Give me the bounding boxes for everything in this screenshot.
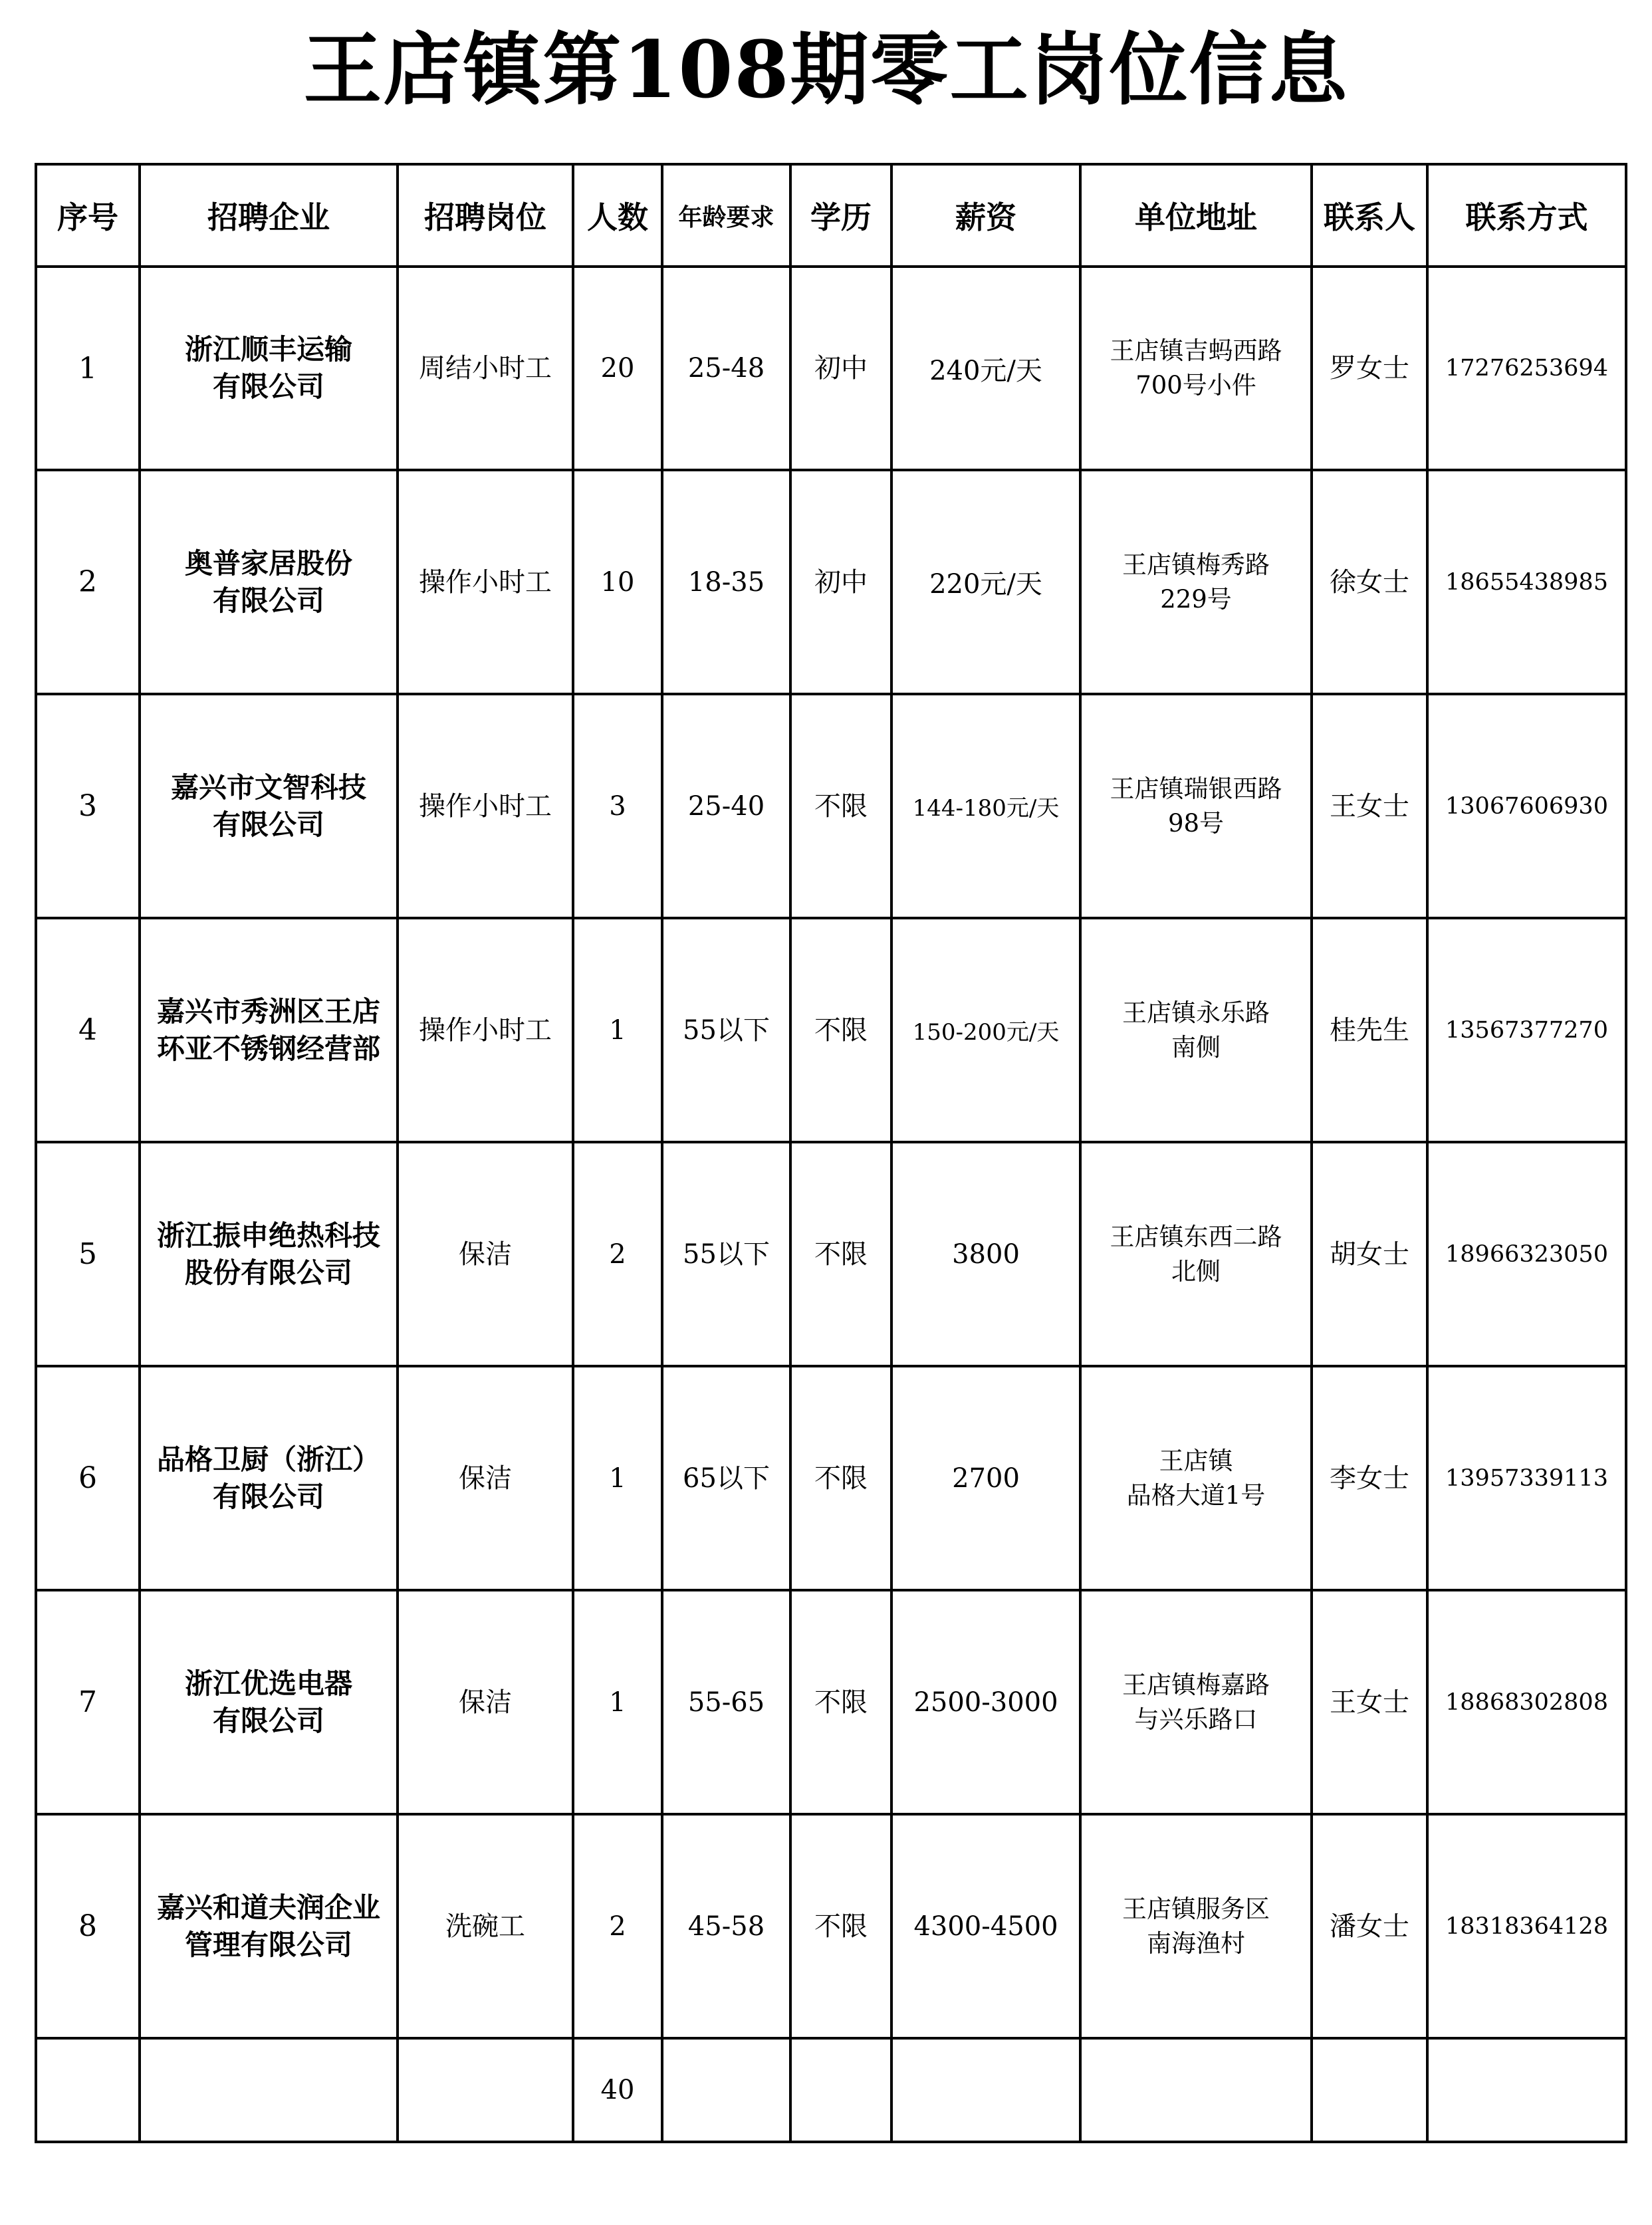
cell-education: 不限: [790, 1366, 891, 1590]
cell-company: [140, 1590, 398, 1814]
header-position: 招聘岗位: [398, 164, 573, 267]
address-line: 王店镇吉蚂西路: [1110, 336, 1282, 365]
cell-age: 55以下: [662, 918, 790, 1142]
cell-phone: 13067606930: [1427, 694, 1626, 918]
cell-seq: 5: [36, 1142, 140, 1366]
company-line: 嘉兴市文智科技: [170, 770, 366, 804]
address-line: 北侧: [1171, 1256, 1221, 1286]
company-line: 有限公司: [212, 1704, 324, 1737]
company-line: 浙江顺丰运输: [184, 333, 352, 366]
cell-phone: 18868302808: [1427, 1590, 1626, 1814]
company-line: 嘉兴和道夫润企业: [156, 1891, 380, 1924]
total-count: 40: [573, 2038, 662, 2142]
header-age: 年龄要求: [662, 164, 790, 267]
cell-age: 45-58: [662, 1814, 790, 2038]
empty-cell: [662, 2038, 790, 2142]
cell-education: 初中: [790, 267, 891, 470]
table-row: [36, 1814, 1626, 2038]
header-contact: 联系人: [1312, 164, 1427, 267]
cell-age: 25-40: [662, 694, 790, 918]
cell-address: [1080, 694, 1312, 918]
header-company: 招聘企业: [140, 164, 398, 267]
address-line: 王店镇: [1159, 1446, 1233, 1475]
empty-cell: [1427, 2038, 1626, 2142]
cell-contact: 王女士: [1312, 694, 1427, 918]
empty-cell: [398, 2038, 573, 2142]
cell-count: 20: [573, 267, 662, 470]
address-line: 王店镇东西二路: [1110, 1222, 1282, 1251]
cell-phone: 13567377270: [1427, 918, 1626, 1142]
company-line: 有限公司: [212, 808, 324, 841]
cell-education: 不限: [790, 1590, 891, 1814]
cell-company: [140, 470, 398, 694]
company-line: 有限公司: [212, 1480, 324, 1513]
cell-position: 保洁: [398, 1142, 573, 1366]
cell-position: 洗碗工: [398, 1814, 573, 2038]
cell-age: 18-35: [662, 470, 790, 694]
cell-position: 保洁: [398, 1366, 573, 1590]
cell-company: [140, 1814, 398, 2038]
cell-education: 不限: [790, 694, 891, 918]
cell-education: 不限: [790, 1142, 891, 1366]
cell-count: 1: [573, 1590, 662, 1814]
cell-count: 1: [573, 918, 662, 1142]
company-line: 嘉兴市秀洲区王店: [156, 995, 380, 1028]
cell-contact: 徐女士: [1312, 470, 1427, 694]
table-row: [36, 918, 1626, 1142]
company-line: 有限公司: [212, 370, 324, 403]
cell-salary: 150-200元/天: [891, 918, 1080, 1142]
empty-cell: [140, 2038, 398, 2142]
cell-company: [140, 918, 398, 1142]
cell-seq: 7: [36, 1590, 140, 1814]
cell-seq: 2: [36, 470, 140, 694]
cell-education: 不限: [790, 918, 891, 1142]
cell-salary: 4300-4500: [891, 1814, 1080, 2038]
page-title: 王店镇第108期零工岗位信息: [303, 23, 1349, 116]
cell-seq: 4: [36, 918, 140, 1142]
empty-cell: [1312, 2038, 1427, 2142]
cell-position: 操作小时工: [398, 694, 573, 918]
table-row: [36, 1590, 1626, 1814]
cell-address: [1080, 470, 1312, 694]
company-line: 奥普家居股份: [184, 546, 352, 580]
cell-address: [1080, 1142, 1312, 1366]
header-address: 单位地址: [1080, 164, 1312, 267]
cell-position: 周结小时工: [398, 267, 573, 470]
cell-contact: 桂先生: [1312, 918, 1427, 1142]
cell-position: 保洁: [398, 1590, 573, 1814]
empty-cell: [1080, 2038, 1312, 2142]
total-row: [36, 2038, 1626, 2142]
company-line: 股份有限公司: [184, 1256, 352, 1289]
cell-company: [140, 267, 398, 470]
empty-cell: [891, 2038, 1080, 2142]
cell-count: 10: [573, 470, 662, 694]
cell-seq: 8: [36, 1814, 140, 2038]
cell-company: [140, 1366, 398, 1590]
table-row: [36, 1366, 1626, 1590]
cell-age: 55-65: [662, 1590, 790, 1814]
table-row: [36, 267, 1626, 470]
cell-position: 操作小时工: [398, 918, 573, 1142]
header-seq: 序号: [36, 164, 140, 267]
address-line: 700号小件: [1135, 371, 1256, 400]
address-line: 品格大道1号: [1126, 1480, 1266, 1510]
cell-count: 2: [573, 1142, 662, 1366]
job-table: [35, 163, 1627, 2143]
cell-contact: 潘女士: [1312, 1814, 1427, 2038]
address-line: 与兴乐路口: [1134, 1704, 1258, 1734]
table-row: [36, 470, 1626, 694]
address-line: 南海渔村: [1147, 1929, 1245, 1958]
cell-seq: 3: [36, 694, 140, 918]
cell-education: 初中: [790, 470, 891, 694]
cell-contact: 罗女士: [1312, 267, 1427, 470]
company-line: 管理有限公司: [184, 1928, 352, 1961]
empty-cell: [790, 2038, 891, 2142]
company-line: 浙江优选电器: [184, 1667, 352, 1700]
cell-contact: 王女士: [1312, 1590, 1427, 1814]
header-row: [36, 164, 1626, 267]
cell-salary: 144-180元/天: [891, 694, 1080, 918]
cell-seq: 6: [36, 1366, 140, 1590]
header-education: 学历: [790, 164, 891, 267]
cell-salary: 2700: [891, 1366, 1080, 1590]
company-line: 环亚不锈钢经营部: [156, 1032, 380, 1065]
cell-position: 操作小时工: [398, 470, 573, 694]
cell-education: 不限: [790, 1814, 891, 2038]
cell-age: 25-48: [662, 267, 790, 470]
cell-address: [1080, 1590, 1312, 1814]
cell-count: 1: [573, 1366, 662, 1590]
address-line: 王店镇梅嘉路: [1122, 1670, 1270, 1699]
cell-contact: 李女士: [1312, 1366, 1427, 1590]
cell-salary: 2500-3000: [891, 1590, 1080, 1814]
header-phone: 联系方式: [1427, 164, 1626, 267]
cell-salary: 3800: [891, 1142, 1080, 1366]
address-line: 南侧: [1171, 1032, 1221, 1062]
cell-company: [140, 1142, 398, 1366]
address-line: 王店镇永乐路: [1122, 998, 1270, 1027]
table-row: [36, 1142, 1626, 1366]
company-line: 品格卫厨（浙江）: [156, 1443, 380, 1476]
address-line: 98号: [1167, 808, 1225, 838]
cell-age: 55以下: [662, 1142, 790, 1366]
cell-salary: 240元/天: [891, 267, 1080, 470]
cell-salary: 220元/天: [891, 470, 1080, 694]
cell-address: [1080, 1366, 1312, 1590]
cell-address: [1080, 1814, 1312, 2038]
cell-company: [140, 694, 398, 918]
address-line: 229号: [1160, 584, 1232, 614]
address-line: 王店镇瑞银西路: [1110, 774, 1282, 803]
empty-cell: [36, 2038, 140, 2142]
cell-phone: 13957339113: [1427, 1366, 1626, 1590]
header-salary: 薪资: [891, 164, 1080, 267]
cell-count: 2: [573, 1814, 662, 2038]
cell-phone: 18318364128: [1427, 1814, 1626, 2038]
address-line: 王店镇梅秀路: [1122, 550, 1270, 579]
company-line: 浙江振申绝热科技: [156, 1219, 380, 1252]
cell-phone: 18966323050: [1427, 1142, 1626, 1366]
cell-seq: 1: [36, 267, 140, 470]
company-line: 有限公司: [212, 584, 324, 617]
cell-phone: 17276253694: [1427, 267, 1626, 470]
cell-contact: 胡女士: [1312, 1142, 1427, 1366]
table-row: [36, 694, 1626, 918]
cell-address: [1080, 918, 1312, 1142]
cell-phone: 18655438985: [1427, 470, 1626, 694]
address-line: 王店镇服务区: [1122, 1894, 1270, 1923]
cell-age: 65以下: [662, 1366, 790, 1590]
header-count: 人数: [573, 164, 662, 267]
cell-address: [1080, 267, 1312, 470]
cell-count: 3: [573, 694, 662, 918]
